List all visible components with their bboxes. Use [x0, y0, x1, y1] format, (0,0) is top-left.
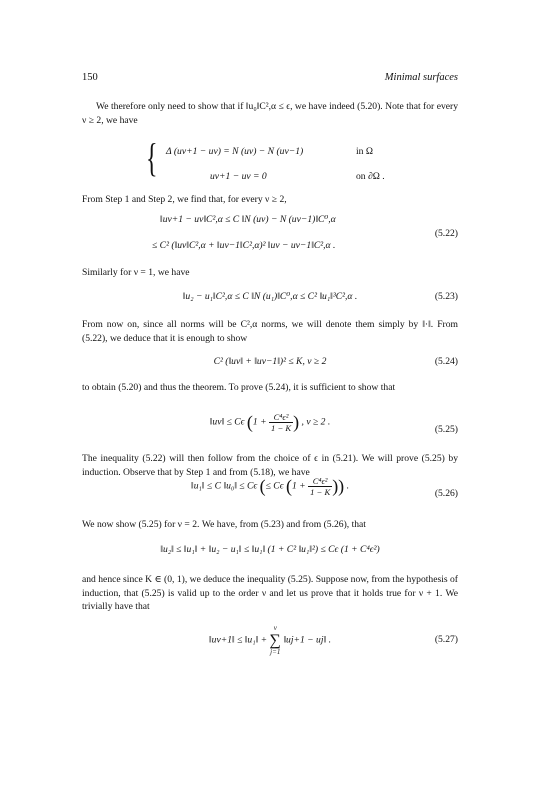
eq26-paren-inner-open: (: [285, 476, 292, 496]
page-number: 150: [82, 72, 98, 83]
paragraph-2: From Step 1 and Step 2, we find that, for every ν ≥ 2,: [82, 194, 287, 205]
eq27-number: (5.27): [434, 634, 458, 645]
paragraph-4: From now on, since all norms will be C²,α norms, we will denote them simply by ‖·‖. From (5.22), we deduce that it is enough to show: [82, 319, 458, 344]
eq23-number: (5.23): [434, 291, 458, 302]
eq22-line1: ‖uν+1 − uν‖C²,α ≤ C ‖N (uν) − N (uν−1)‖C⁰,α: [160, 214, 336, 225]
eq24-number: (5.24): [434, 356, 458, 367]
equation-5-22-number: [82, 228, 458, 248]
system-row-1-left: Δ (uν+1 − uν) = N (uν) − N (uν−1): [166, 146, 304, 157]
eq26-paren-close: )): [332, 476, 345, 496]
equation-nu-2: [82, 544, 458, 564]
eq27-summation: [270, 624, 281, 657]
eq-nu2-body: ‖u₂‖ ≤ ‖u₁‖ + ‖u₂ − u₁‖ ≤ ‖u₁‖ (1 + C² ‖u₁‖²) ≤ Cϵ (1 + C⁴ϵ²): [160, 544, 380, 555]
eq27-sum-top: ν: [273, 624, 277, 632]
eq26-paren-outer-open: (: [259, 476, 266, 496]
paragraph-7: We now show (5.25) for ν = 2. We have, from (5.23) and from (5.26), that: [82, 519, 366, 530]
chapter-title: Minimal surfaces: [384, 72, 458, 83]
eq25-paren-close: ): [293, 412, 300, 432]
equation-5-27: [82, 620, 458, 664]
eq25-number: (5.25): [434, 424, 458, 435]
eq22-line2: ≤ C² (‖uν‖C²,α + ‖uν−1‖C²,α)² ‖uν − uν−1‖C²,α .: [152, 240, 336, 251]
paragraph-3: Similarly for ν = 1, we have: [82, 267, 190, 278]
eq27-body: [82, 624, 458, 657]
eq26-frac-num: C⁴ϵ²: [308, 476, 332, 487]
eq25-frac-num: C⁴ϵ²: [269, 412, 293, 423]
system-row-1-right: in Ω: [356, 146, 373, 157]
eq26-frac-den: 1 − K: [310, 487, 331, 497]
equation-5-26: [82, 476, 458, 510]
system-row-2-left: uν+1 − uν = 0: [210, 171, 267, 182]
paragraph-8: and hence since K ∈ (0, 1), we deduce the inequality (5.25). Suppose now, from the hypothesis of induction, that (5.25) is valid up to the order ν and let us prove that it holds true for ν + 1. We trivially have that: [82, 574, 458, 613]
paragraph-5: to obtain (5.20) and thus the theorem. To prove (5.24), it is sufficient to show that: [82, 382, 396, 393]
eq25-body: ‖uν‖ ≤ Cϵ (1 + $\frac{\text{C⁴ϵ²}}{1 - K}$ ) , ν ≥ 2 .: [209, 412, 331, 433]
sigma-icon: ∑: [269, 632, 281, 649]
eq26-body: ‖u₁‖ ≤ C ‖u₀‖ ≤ Cϵ (≤ Cϵ (1 + $\frac{\text{C⁴ϵ²}}{1 - K}$ )) .: [191, 476, 349, 497]
eq26-number: (5.26): [434, 488, 458, 499]
eq25-frac-den: 1 − K: [271, 423, 292, 433]
eq25-right: , ν ≥ 2 .: [301, 416, 331, 428]
equation-5-23: [82, 291, 458, 311]
system-row-2-right: on ∂Ω .: [356, 171, 385, 182]
eq26-fraction: [308, 476, 332, 497]
eq26-left: ‖u₁‖ ≤ C ‖u₀‖ ≤ Cϵ: [191, 480, 258, 492]
eq24-body: C² (‖uν‖ + ‖uν−1‖)² ≤ K, ν ≥ 2: [213, 356, 327, 367]
paragraph-1: We therefore only need to show that if ‖u₀‖C²,α ≤ ϵ, we have indeed (5.20). Note that for every ν ≥ 2, we have: [82, 101, 458, 126]
eq27-right: ‖uj+1 − uj‖ .: [283, 634, 332, 646]
eq27-left: ‖uν+1‖ ≤ ‖u₁‖ +: [208, 634, 268, 646]
eq25-paren-open: (: [246, 412, 253, 432]
eq22-number: (5.22): [434, 228, 458, 239]
eq27-sum-bottom: j=1: [270, 648, 281, 656]
equation-5-25: [82, 412, 458, 446]
equation-5-24: [82, 356, 458, 376]
paragraph-6: The inequality (5.22) will then follow from the choice of ϵ in (5.21). We will prove (5.25) by induction. Observe that by Step 1 and from (5.18), we have: [82, 453, 458, 478]
eq25-fraction: [269, 412, 293, 433]
eq25-left: ‖uν‖ ≤ Cϵ: [209, 416, 245, 428]
eq23-body: ‖u₂ − u₁‖C²,α ≤ C ‖N (u₁)‖C⁰,α ≤ C² ‖u₁‖³C²,α .: [182, 291, 358, 302]
system-brace: {: [146, 135, 158, 180]
eq26-mid: ≤ Cϵ: [265, 480, 284, 492]
